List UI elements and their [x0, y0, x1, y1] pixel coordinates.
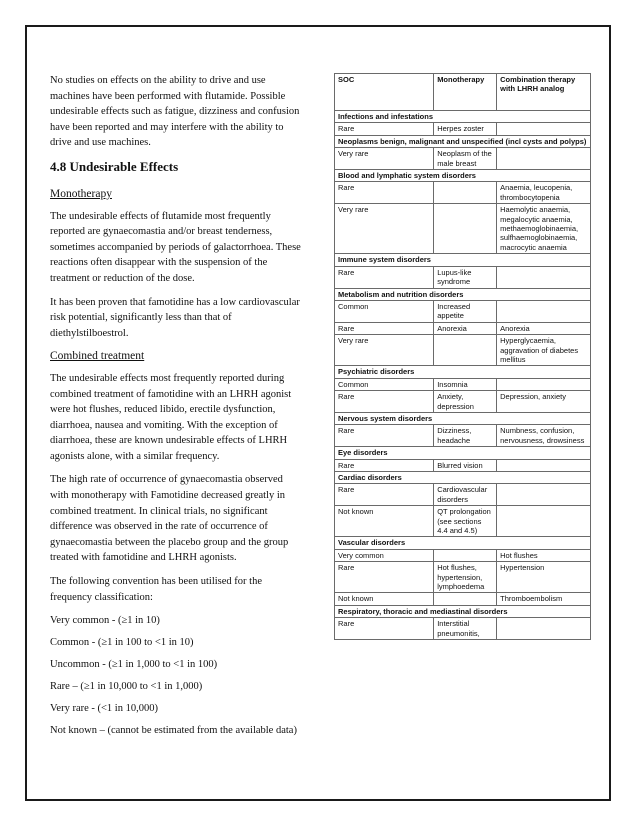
soc-neoplasms: Neoplasms benign, malignant and unspecified (incl cysts and polyps) — [335, 135, 591, 147]
frequency-cell: Rare — [335, 123, 434, 135]
freq-not-known: Not known – (cannot be estimated from the available data) — [50, 725, 297, 737]
monotherapy-cell: QT prolongation (see sections 4.4 and 4.5) — [434, 506, 497, 537]
monotherapy-heading: Monotherapy — [50, 187, 112, 200]
section-heading: 4.8 Undesirable Effects — [50, 158, 179, 174]
soc-row — [335, 111, 591, 123]
frequency-cell: Rare — [335, 562, 434, 593]
monotherapy-cell — [434, 204, 497, 254]
soc-row — [335, 472, 591, 484]
table-row — [335, 425, 591, 447]
frequency-cell: Rare — [335, 459, 434, 471]
combination-cell — [497, 484, 591, 506]
convention-intro: The following convention has been utilised for the frequency classification: — [50, 576, 262, 603]
table-row — [335, 300, 591, 322]
soc-vascular: Vascular disorders — [335, 537, 591, 549]
monotherapy-cell: Dizziness, headache — [434, 425, 497, 447]
monotherapy-cell: Herpes zoster — [434, 123, 497, 135]
combined-paragraph-1: The undesirable effects most frequently reported during combined treatment of famotidine with an LHRH agonist were hot flushes, reduced libido, erectile dysfunction, diarrhoea, nausea and vomiting. With the exception of diarrhoea, these are known undesirable effects of LHRH agonists alone, with a similar frequency. — [50, 372, 292, 462]
frequency-cell: Rare — [335, 484, 434, 506]
monotherapy-cell: Anxiety, depression — [434, 391, 497, 413]
combination-cell: Haemolytic anaemia, megalocytic anaemia, methaemoglobinaemia, sulfhaemoglobinaemia, macrocytic anaemia — [497, 204, 591, 254]
monotherapy-cell: Lupus-like syndrome — [434, 266, 497, 288]
freq-rare: Rare – (≥1 in 10,000 to <1 in 1,000) — [50, 681, 203, 693]
monotherapy-cell — [434, 549, 497, 561]
soc-blood: Blood and lymphatic system disorders — [335, 170, 591, 182]
table-row — [335, 335, 591, 366]
table-row — [335, 148, 591, 170]
monotherapy-paragraph-2: It has been proven that famotidine has a low cardiovascular risk potential, significantly less than that of diethylstilboestrol. — [50, 296, 300, 339]
table-row — [335, 378, 591, 390]
combination-cell — [497, 618, 591, 640]
freq-common: Common - (≥1 in 100 to <1 in 10) — [50, 637, 194, 649]
table-row — [335, 562, 591, 593]
adverse-effects-table — [334, 73, 591, 640]
monotherapy-cell — [434, 335, 497, 366]
combination-cell: Thromboembolism — [497, 593, 591, 605]
combination-cell — [497, 300, 591, 322]
table-row — [335, 123, 591, 135]
table-row — [335, 182, 591, 204]
combination-cell: Numbness, confusion, nervousness, drowsiness — [497, 425, 591, 447]
frequency-cell: Rare — [335, 618, 434, 640]
table-header-row — [335, 74, 591, 111]
frequency-cell: Very rare — [335, 335, 434, 366]
soc-row — [335, 537, 591, 549]
soc-row — [335, 170, 591, 182]
combination-cell: Hyperglycaemia, aggravation of diabetes mellitus — [497, 335, 591, 366]
soc-infections: Infections and infestations — [335, 111, 591, 123]
table-row — [335, 618, 591, 640]
frequency-cell: Very rare — [335, 148, 434, 170]
soc-nervous: Nervous system disorders — [335, 412, 591, 424]
frequency-cell: Very common — [335, 549, 434, 561]
freq-very-rare: Very rare - (<1 in 10,000) — [50, 703, 158, 715]
frequency-cell: Rare — [335, 391, 434, 413]
combination-cell: Hot flushes — [497, 549, 591, 561]
soc-row — [335, 412, 591, 424]
combination-cell — [497, 148, 591, 170]
monotherapy-cell: Hot flushes, hypertension, lymphoedema — [434, 562, 497, 593]
table-row — [335, 459, 591, 471]
soc-row — [335, 135, 591, 147]
frequency-cell: Very rare — [335, 204, 434, 254]
frequency-cell: Rare — [335, 266, 434, 288]
frequency-cell: Common — [335, 378, 434, 390]
header-soc: SOC — [335, 74, 434, 111]
soc-row — [335, 254, 591, 266]
combination-cell: Anaemia, leucopenia, thrombocytopenia — [497, 182, 591, 204]
combination-cell: Anorexia — [497, 322, 591, 334]
table-row — [335, 391, 591, 413]
soc-row — [335, 605, 591, 617]
soc-eye: Eye disorders — [335, 447, 591, 459]
combined-paragraph-2: The high rate of occurrence of gynaecomastia observed with monotherapy with Famotidine decreased greatly in combined treatment. In clinical trials, no significant difference was observed in the rate of occurrence of gynaecomastia between the placebo group and the group treated with famotidine and LHRH agonists. — [50, 474, 289, 564]
frequency-cell: Rare — [335, 425, 434, 447]
combination-cell: Hypertension — [497, 562, 591, 593]
header-combination: Combination therapy with LHRH analog — [497, 74, 591, 111]
monotherapy-cell: Cardiovascular disorders — [434, 484, 497, 506]
left-column — [50, 73, 302, 745]
soc-immune: Immune system disorders — [335, 254, 591, 266]
frequency-cell: Common — [335, 300, 434, 322]
monotherapy-cell: Neoplasm of the male breast — [434, 148, 497, 170]
table-row — [335, 484, 591, 506]
monotherapy-cell: Increased appetite — [434, 300, 497, 322]
table-row — [335, 204, 591, 254]
combination-cell — [497, 506, 591, 537]
monotherapy-cell: Blurred vision — [434, 459, 497, 471]
soc-row — [335, 366, 591, 378]
soc-psychiatric: Psychiatric disorders — [335, 366, 591, 378]
table-row — [335, 506, 591, 537]
combination-cell: Depression, anxiety — [497, 391, 591, 413]
combination-cell — [497, 459, 591, 471]
table-row — [335, 266, 591, 288]
monotherapy-cell — [434, 593, 497, 605]
freq-uncommon: Uncommon - (≥1 in 1,000 to <1 in 100) — [50, 659, 218, 671]
combination-cell — [497, 266, 591, 288]
monotherapy-cell — [434, 182, 497, 204]
monotherapy-cell: Insomnia — [434, 378, 497, 390]
intro-paragraph: No studies on effects on the ability to drive and use machines have been performed with flutamide. Possible undesirable effects such as fatigue, dizziness and confusion have been reported and may interfere with the ability to drive and use machines. — [50, 75, 300, 149]
frequency-cell: Rare — [335, 322, 434, 334]
table-row — [335, 322, 591, 334]
frequency-cell: Not known — [335, 506, 434, 537]
soc-cardiac: Cardiac disorders — [335, 472, 591, 484]
header-monotherapy: Monotherapy — [434, 74, 497, 111]
monotherapy-cell: Interstitial pneumonitis, — [434, 618, 497, 640]
combination-cell — [497, 123, 591, 135]
table-row — [335, 593, 591, 605]
soc-row — [335, 447, 591, 459]
frequency-cell: Rare — [335, 182, 434, 204]
combination-cell — [497, 378, 591, 390]
soc-row — [335, 288, 591, 300]
monotherapy-paragraph-1: The undesirable effects of flutamide most frequently reported are gynaecomastia and/or breast tenderness, sometimes accompanied by periods of galactorrhoea. These reactions often disappear with the suspension of the treatment or reduction of the dose. — [50, 210, 301, 284]
freq-very-common: Very common - (≥1 in 10) — [50, 615, 160, 627]
combined-treatment-heading: Combined treatment — [50, 350, 145, 363]
frequency-cell: Not known — [335, 593, 434, 605]
soc-metabolism: Metabolism and nutrition disorders — [335, 288, 591, 300]
table-row — [335, 549, 591, 561]
soc-respiratory: Respiratory, thoracic and mediastinal disorders — [335, 605, 591, 617]
monotherapy-cell: Anorexia — [434, 322, 497, 334]
